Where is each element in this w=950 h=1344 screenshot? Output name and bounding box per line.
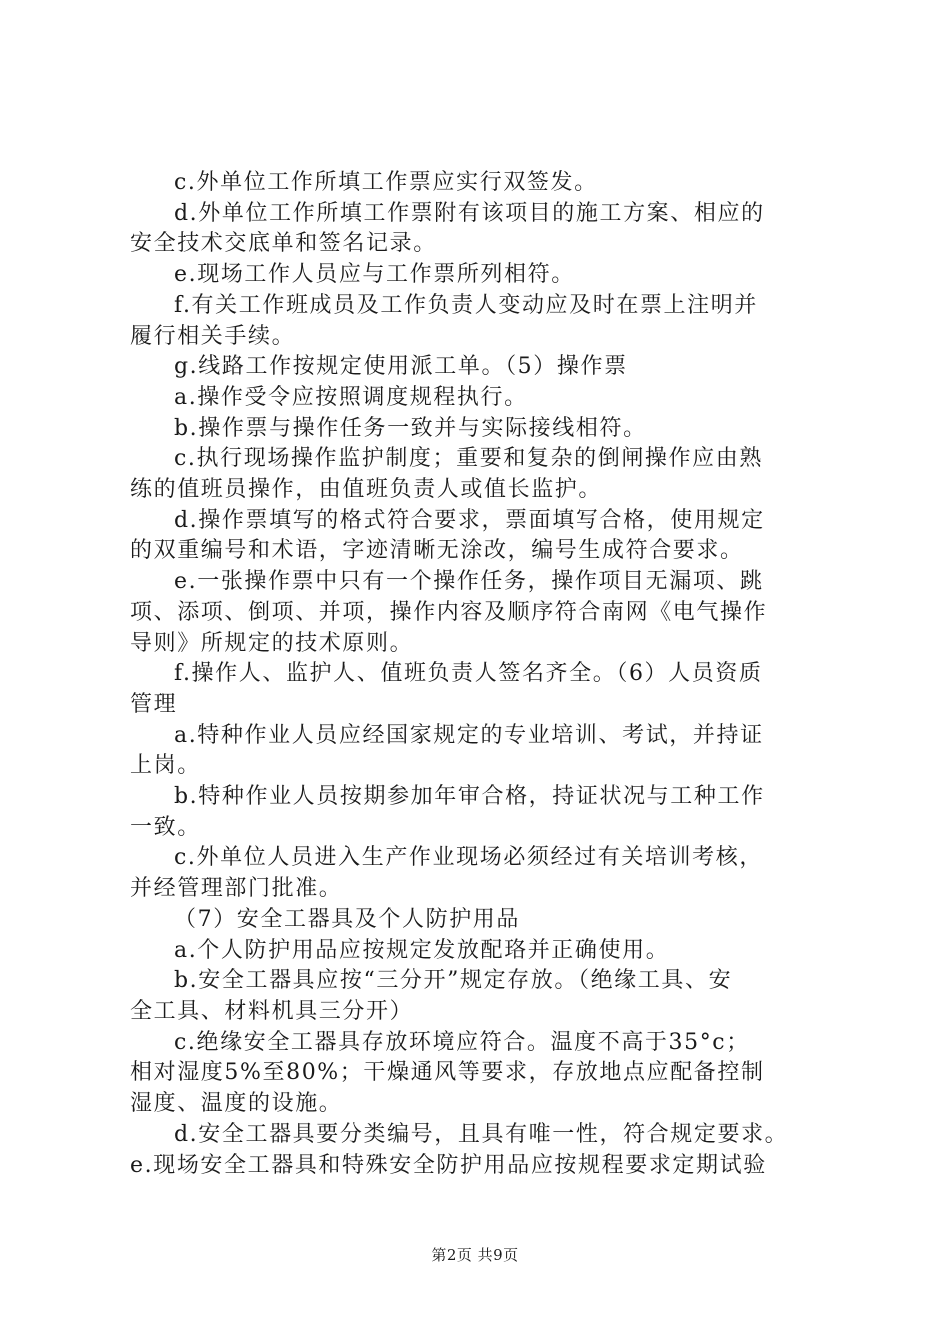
paragraph-line: d.安全工器具要分类编号，且具有唯一性，符合规定要求。 [174, 1121, 789, 1147]
paragraph-line: e.现场安全工器具和特殊安全防护用品应按规程要求定期试验 [130, 1152, 767, 1178]
paragraph-line: f.操作人、监护人、值班负责人签名齐全。（6）人员资质 [174, 661, 763, 687]
paragraph-line: c.外单位人员进入生产作业现场必须经过有关培训考核， [174, 845, 763, 871]
paragraph-line: b.特种作业人员按期参加年审合格，持证状况与工种工作 [174, 784, 765, 810]
paragraph-line: 湿度、温度的设施。 [130, 1091, 343, 1117]
document-body [130, 168, 830, 1181]
paragraph-line: a.个人防护用品应按规定发放配珞并正确使用。 [174, 937, 670, 963]
paragraph-line: 一致。 [130, 814, 201, 840]
paragraph-line: b.安全工器具应按“三分开”规定存放。（绝缘工具、安 [174, 968, 733, 994]
paragraph-line: g.线路工作按规定使用派工单。（5）操作票 [174, 354, 628, 380]
paragraph-line: 上岗。 [130, 753, 201, 779]
paragraph-line: 履行相关手续。 [130, 323, 296, 349]
paragraph-line: e.一张操作票中只有一个操作任务，操作项目无漏项、跳 [174, 569, 764, 595]
paragraph-line: d.操作票填写的格式符合要求，票面填写合格，使用规定 [174, 507, 765, 533]
paragraph-line: f.有关工作班成员及工作负责人变动应及时在票上注明并 [174, 292, 758, 318]
paragraph-line: a.特种作业人员应经国家规定的专业培训、考试，并持证 [174, 722, 764, 748]
paragraph-line: e.现场工作人员应与工作票所列相符。 [174, 262, 575, 288]
paragraph-line: 项、添项、倒项、并项，操作内容及顺序符合南网《电气操作 [130, 599, 768, 625]
page-number-footer: 第2页 共9页 [431, 1246, 519, 1264]
paragraph-line: d.外单位工作所填工作票附有该项目的施工方案、相应的 [174, 200, 765, 226]
paragraph-line: 管理 [130, 691, 178, 717]
paragraph-line: 的双重编号和术语，字迹清晰无涂改，编号生成符合要求。 [130, 538, 744, 564]
paragraph-line: c.绝缘安全工器具存放环境应符合。温度不高于35°c； [174, 1029, 750, 1055]
paragraph-line: c.执行现场操作监护制度；重要和复杂的倒闸操作应由熟 [174, 446, 763, 472]
paragraph-line: 相对湿度5%至80%；干燥通风等要求，存放地点应配备控制 [130, 1060, 765, 1086]
paragraph-line: a.操作受令应按照调度规程执行。 [174, 384, 528, 410]
paragraph-line: 安全技术交底单和签名记录。 [130, 231, 437, 257]
paragraph-line: 导则》所规定的技术原则。 [130, 630, 414, 656]
paragraph-line: 练的值班员操作，由值班负责人或值长监护。 [130, 477, 603, 503]
paragraph-line: c.外单位工作所填工作票应实行双签发。 [174, 170, 598, 195]
paragraph-line: 全工具、材料机具三分开） [130, 998, 414, 1024]
section-heading: （7）安全工器具及个人防护用品 [174, 906, 520, 932]
paragraph-line: 并经管理部门批准。 [130, 876, 343, 902]
paragraph-line: b.操作票与操作任务一致并与实际接线相符。 [174, 415, 647, 441]
